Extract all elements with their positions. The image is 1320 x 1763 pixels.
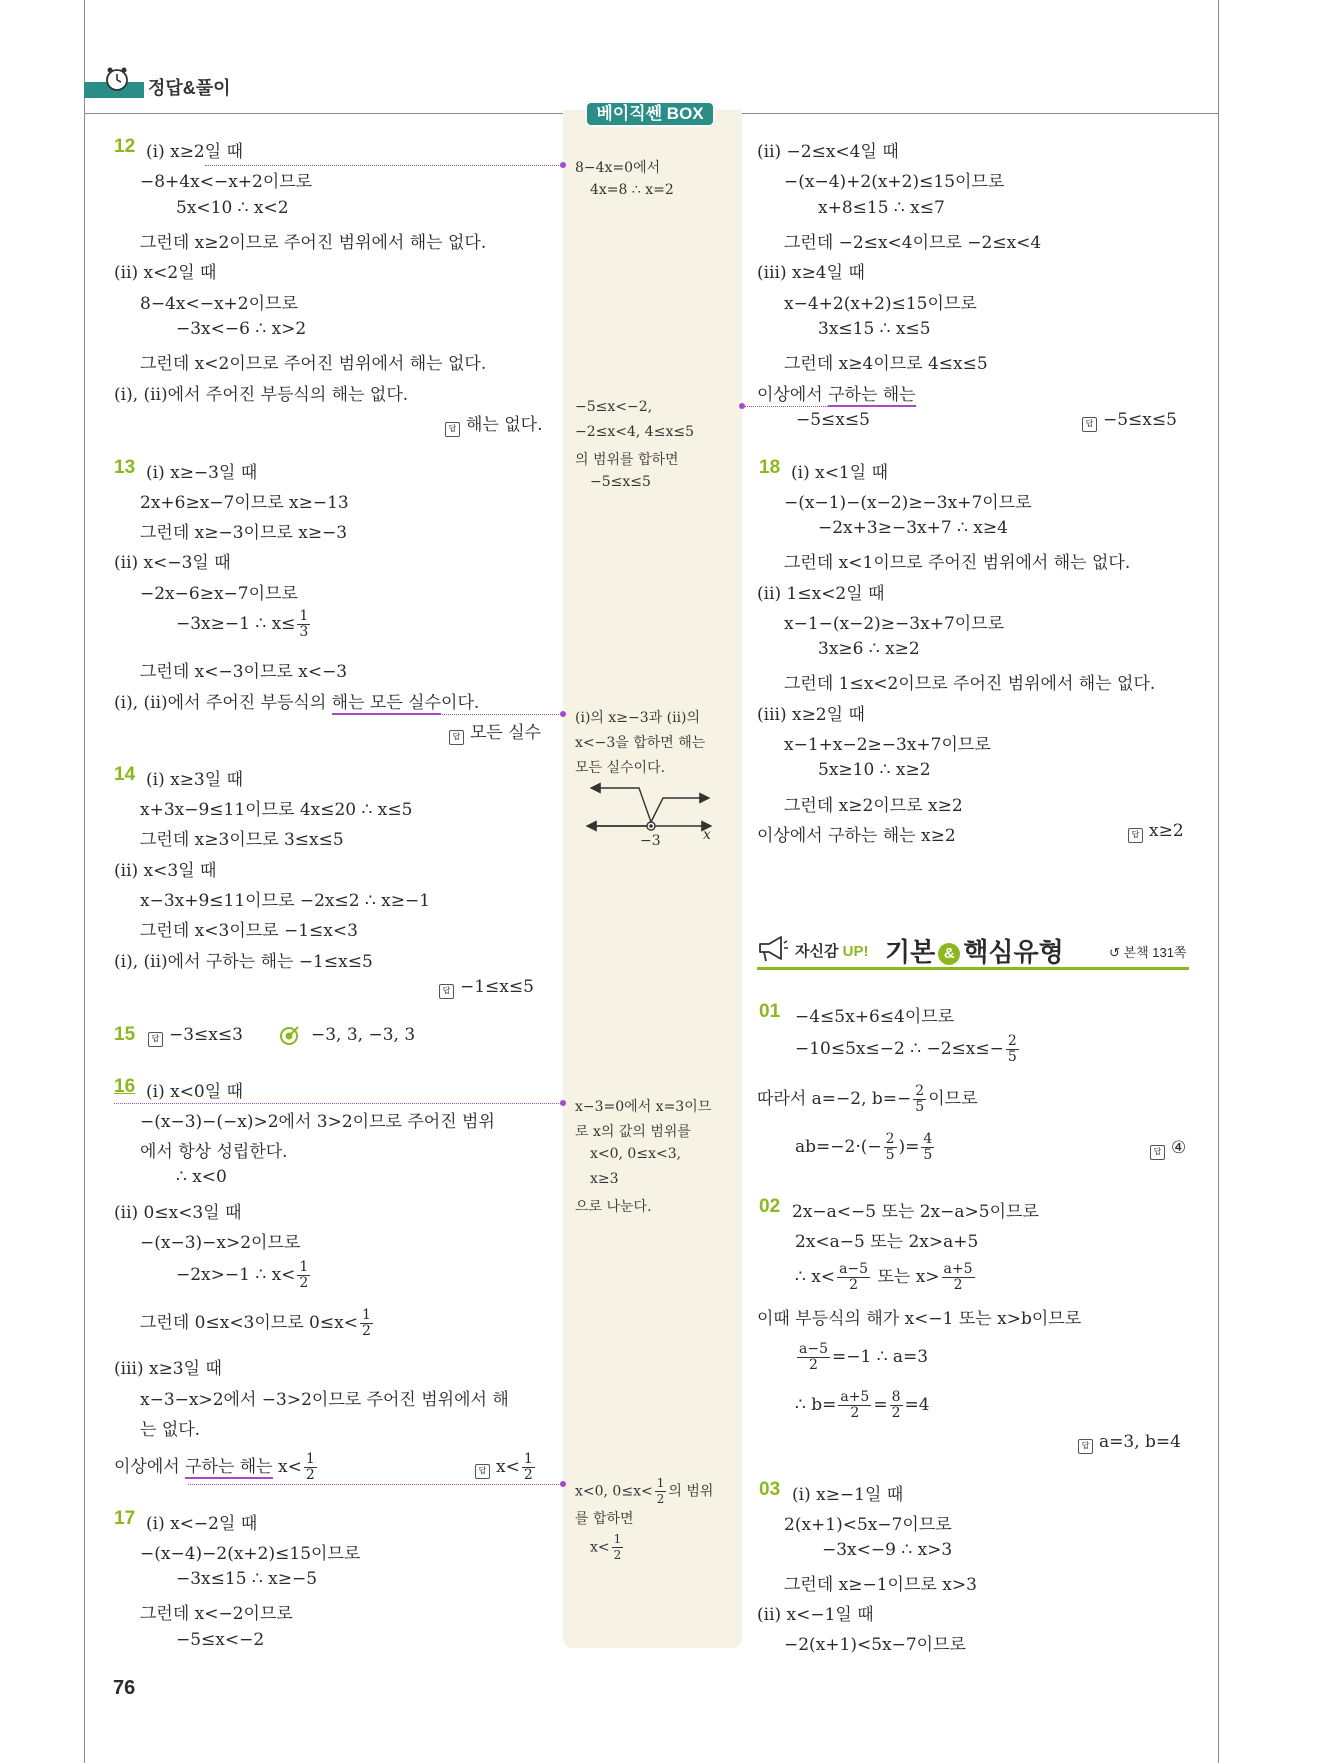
answer-text: 해는 없다. — [466, 415, 543, 435]
text-line: −2x−6≥x−7이므로 — [140, 584, 298, 604]
text-line: −4≤5x+6≤4이므로 — [795, 1007, 955, 1027]
text-line: (ⅱ) x<−3일 때 — [114, 553, 231, 573]
text-line: (ⅱ) x<2일 때 — [114, 263, 217, 283]
text-line: 는 없다. — [140, 1420, 201, 1440]
answer-icon: 답 — [1078, 1439, 1093, 1454]
answer-icon: 답 — [445, 422, 460, 437]
text-line: 그런데 x≥2이므로 주어진 범위에서 해는 없다. — [140, 233, 487, 253]
answer-icon: 답 — [1082, 417, 1097, 432]
box-note: 으로 나눈다. — [575, 1199, 652, 1215]
text-line: x−4+2(x+2)≤15이므로 — [784, 294, 977, 314]
text-line: −3x≤15 ∴ x≥−5 — [176, 1569, 318, 1589]
text-line: x−3x+9≤11이므로 −2x≤2 ∴ x≥−1 — [140, 891, 431, 911]
text-line: (ⅰ) x≥−3일 때 — [146, 463, 258, 483]
section-title: 기본 & 핵심유형 — [885, 937, 1064, 967]
text-line: 3x≥6 ∴ x≥2 — [818, 639, 920, 659]
answer: 답 x< $\frac{1}{2}$ — [475, 1452, 537, 1483]
section-prefix: 자신감 UP! — [795, 943, 869, 960]
text-line: (ⅰ) x<0일 때 — [146, 1082, 244, 1102]
text-line: (ⅰ), (ⅱ)에서 구하는 해는 −1≤x≤5 — [114, 952, 373, 972]
page-border-right — [1218, 0, 1219, 1763]
text-line: 그런데 x≥−3이므로 x≥−3 — [140, 523, 348, 543]
problem-number: 17 — [114, 1508, 136, 1529]
text-line: −(x−1)−(x−2)≥−3x+7이므로 — [784, 493, 1032, 513]
box-note: (ⅰ)의 x≥−3과 (ⅱ)의 — [575, 710, 701, 726]
text-line: 그런데 −2≤x<4이므로 −2≤x<4 — [784, 233, 1042, 253]
basic-box-column — [563, 110, 742, 1648]
text-line: (ⅲ) x≥2일 때 — [757, 705, 865, 725]
text-line: 2x−a<−5 또는 2x−a>5이므로 — [792, 1202, 1039, 1222]
reference-arrow-icon: ↺ — [1109, 945, 1124, 960]
text-line: (ⅱ) x<−1일 때 — [757, 1605, 874, 1625]
box-note: x<0, 0≤x<3, — [590, 1146, 682, 1162]
answer-text: a=3, b=4 — [1099, 1432, 1181, 1452]
text-line: 그런데 x≥−1이므로 x>3 — [784, 1575, 977, 1595]
number-line-axis-label: x — [703, 827, 711, 843]
text-line: 이상에서 구하는 해는 — [757, 385, 916, 405]
number-line-tick-label: −3 — [640, 833, 661, 849]
pointer-dot — [560, 162, 566, 168]
text-line: −3x<−9 ∴ x>3 — [822, 1540, 953, 1560]
box-note: 로 x의 값의 범위를 — [575, 1124, 691, 1140]
answer-text: 모든 실수 — [470, 723, 542, 743]
box-note: −2≤x<4, 4≤x≤5 — [575, 424, 694, 440]
text-line: (ⅰ), (ⅱ)에서 주어진 부등식의 해는 없다. — [114, 385, 409, 405]
problem-number: 16 — [114, 1076, 136, 1097]
text-line: −2x>−1 ∴ x< $\frac{1}{2}$ — [176, 1259, 309, 1291]
text-line: 그런데 x<2이므로 주어진 범위에서 해는 없다. — [140, 354, 487, 374]
text-line: 그런데 0≤x<3이므로 0≤x< $\frac{1}{2}$ — [140, 1307, 371, 1339]
pointer-line — [114, 1103, 563, 1104]
text-line: −10≤5x≤−2 ∴ −2≤x≤− $\frac{2}{5}$ — [795, 1033, 1017, 1065]
text-line: x+3x−9≤11이므로 4x≤20 ∴ x≤5 — [140, 800, 413, 820]
text-line: 그런데 1≤x<2이므로 주어진 범위에서 해는 없다. — [784, 674, 1156, 694]
text-line: 이때 부등식의 해가 x<−1 또는 x>b이므로 — [757, 1309, 1082, 1329]
text-line: −5≤x<−2 — [176, 1630, 265, 1650]
text-line: 따라서 a=−2, b=− $\frac{2}{5}$ 이므로 — [757, 1083, 978, 1115]
text-line: −3, 3, −3, 3 — [311, 1025, 416, 1045]
text-line: 이상에서 구하는 해는 x≥2 — [757, 826, 956, 846]
problem-number: 02 — [759, 1196, 781, 1217]
pointer-dot — [739, 403, 745, 409]
answer — [445, 410, 543, 437]
clock-icon — [104, 66, 130, 97]
problem-number: 01 — [759, 1001, 781, 1022]
text-line: (ⅰ) x<−2일 때 — [146, 1514, 258, 1534]
text-line: −3x<−6 ∴ x>2 — [176, 319, 307, 339]
text-line: −(x−4)+2(x+2)≤15이므로 — [784, 172, 1005, 192]
text-line: (ⅰ) x≥−1일 때 — [792, 1485, 904, 1505]
text-line: 5x<10 ∴ x<2 — [176, 198, 289, 218]
text-line: 그런데 x<3이므로 −1≤x<3 — [140, 921, 358, 941]
answer — [1128, 821, 1184, 843]
text-line: x+8≤15 ∴ x≤7 — [818, 198, 945, 218]
text-line: (ⅰ), (ⅱ)에서 주어진 부등식의 해는 모든 실수이다. — [114, 693, 480, 713]
answer-icon: 답 — [1128, 828, 1143, 843]
answer-icon: 답 — [1150, 1145, 1165, 1160]
pointer-line — [420, 714, 563, 715]
answer-icon: 답 — [449, 730, 464, 745]
problem-number: 03 — [759, 1479, 781, 1500]
answer-text: x≥2 — [1149, 821, 1184, 841]
section-header — [757, 928, 1189, 970]
box-note: x−3=0에서 x=3이므 — [575, 1099, 712, 1115]
box-note: 8−4x=0에서 — [575, 160, 661, 176]
answer — [1150, 1138, 1186, 1160]
text-line: x−3−x>2에서 −3>2이므로 주어진 범위에서 해 — [140, 1390, 509, 1410]
book-reference[interactable]: ↺ 본책 131쪽 — [1109, 945, 1187, 960]
text-line: 이상에서 구하는 해는 x< $\frac{1}{2}$ — [114, 1451, 315, 1483]
text-line: 2(x+1)<5x−7이므로 — [784, 1515, 952, 1535]
megaphone-icon — [757, 934, 789, 969]
text-line: (ⅰ) x≥3일 때 — [146, 770, 244, 790]
text-line: 3x≤15 ∴ x≤5 — [818, 319, 931, 339]
text-line: (ⅲ) x≥4일 때 — [757, 263, 865, 283]
text-line: (ⅱ) 0≤x<3일 때 — [114, 1203, 242, 1223]
answer-icon: 답 — [148, 1032, 163, 1047]
box-note: x<−3을 합하면 해는 — [575, 735, 706, 751]
text-line: $\frac{a-5}{2}$ =−1 ∴ a=3 — [799, 1341, 929, 1373]
box-note: 4x=8 ∴ x=2 — [590, 182, 674, 198]
pointer-dot — [560, 1481, 566, 1487]
problem-number: 15 — [114, 1024, 136, 1045]
text-line: −(x−3)−x>2이므로 — [140, 1233, 301, 1253]
box-note: −5≤x≤5 — [590, 474, 651, 490]
target-icon — [279, 1024, 301, 1051]
answer-text: x< — [496, 1457, 520, 1477]
pointer-line — [188, 1484, 563, 1485]
text-line: ∴ x<0 — [176, 1167, 227, 1187]
answer — [148, 1025, 243, 1047]
box-note: 의 범위를 합하면 — [575, 452, 679, 468]
problem-number: 14 — [114, 764, 136, 785]
answer-text: −1≤x≤5 — [460, 977, 534, 997]
text-line: −8+4x<−x+2이므로 — [140, 172, 313, 192]
answer — [1082, 410, 1177, 432]
text-line: 그런데 x<−3이므로 x<−3 — [140, 662, 348, 682]
page-number: 76 — [113, 1677, 136, 1699]
text-line: 그런데 x≥3이므로 3≤x≤5 — [140, 830, 344, 850]
pointer-line — [742, 406, 880, 407]
text-line: 5x≥10 ∴ x≥2 — [818, 760, 931, 780]
box-note: −5≤x<−2, — [575, 399, 653, 415]
page-border-left — [84, 0, 85, 1763]
text-line: −2(x+1)<5x−7이므로 — [784, 1635, 966, 1655]
section-underline — [757, 967, 1189, 970]
text-line: (ⅱ) −2≤x<4일 때 — [757, 142, 899, 162]
answer — [439, 977, 534, 999]
problem-number: 18 — [759, 457, 781, 478]
box-note: 모든 실수이다. — [575, 760, 666, 776]
text-line: ab=−2·(− $\frac{2}{5}$ )= $\frac{4}{5}$ — [795, 1131, 933, 1163]
text-line: 그런데 x<1이므로 주어진 범위에서 해는 없다. — [784, 553, 1131, 573]
text-line: (ⅰ) x≥2일 때 — [146, 142, 244, 162]
text-line: −(x−3)−(−x)>2에서 3>2이므로 주어진 범위 — [140, 1112, 495, 1132]
text-line: (ⅰ) x<1일 때 — [791, 463, 889, 483]
text-line: 에서 항상 성립한다. — [140, 1142, 288, 1162]
text-line: 2x+6≥x−7이므로 x≥−13 — [140, 493, 349, 513]
box-note: x<0, 0≤x< $\frac{1}{2}$ 의 범위 — [575, 1476, 714, 1506]
text-line: ∴ b= $\frac{a+5}{2}$ = $\frac{8}{2}$ =4 — [795, 1389, 930, 1421]
text-line: x−1+x−2≥−3x+7이므로 — [784, 735, 991, 755]
text-line: (ⅲ) x≥3일 때 — [114, 1359, 222, 1379]
text-line: (ⅱ) 1≤x<2일 때 — [757, 584, 885, 604]
answer — [449, 718, 541, 745]
text-line: 8−4x<−x+2이므로 — [140, 294, 298, 314]
answer-text: −5≤x≤5 — [1103, 410, 1177, 430]
text-line: (ⅱ) x<3일 때 — [114, 861, 217, 881]
answer-text: −3≤x≤3 — [169, 1025, 243, 1045]
pointer-dot — [560, 1100, 566, 1106]
header-title: 정답&풀이 — [148, 78, 231, 98]
box-note: x≥3 — [590, 1171, 619, 1187]
text-line: −(x−4)−2(x+2)≤15이므로 — [140, 1544, 361, 1564]
text-line: 그런데 x≥4이므로 4≤x≤5 — [784, 354, 988, 374]
answer — [1078, 1432, 1181, 1454]
text-line: −3x≥−1 ∴ x≤ $\frac{1}{3}$ — [176, 608, 309, 640]
text-line: −5≤x≤5 — [796, 410, 870, 430]
text-line: −2x+3≥−3x+7 ∴ x≥4 — [818, 518, 1008, 538]
box-note: x< $\frac{1}{2}$ — [590, 1532, 622, 1562]
text-line: x−1−(x−2)≥−3x+7이므로 — [784, 614, 1005, 634]
answer-text: ④ — [1171, 1138, 1187, 1158]
pointer-line — [205, 165, 563, 166]
answer-icon: 답 — [475, 1464, 490, 1479]
pointer-dot — [560, 711, 566, 717]
problem-number: 12 — [114, 136, 136, 157]
basic-box-label: 베이직쎈 BOX — [585, 101, 715, 127]
text-line: 그런데 x<−2이므로 — [140, 1604, 293, 1624]
box-note: 를 합하면 — [575, 1511, 634, 1527]
text-line: ∴ x< $\frac{a-5}{2}$ 또는 x> $\frac{a+5}{2}$ — [795, 1261, 973, 1293]
text-line: 2x<a−5 또는 2x>a+5 — [795, 1232, 979, 1252]
problem-number: 13 — [114, 457, 136, 478]
text-line: 그런데 x≥2이므로 x≥2 — [784, 796, 963, 816]
answer-icon: 답 — [439, 984, 454, 999]
